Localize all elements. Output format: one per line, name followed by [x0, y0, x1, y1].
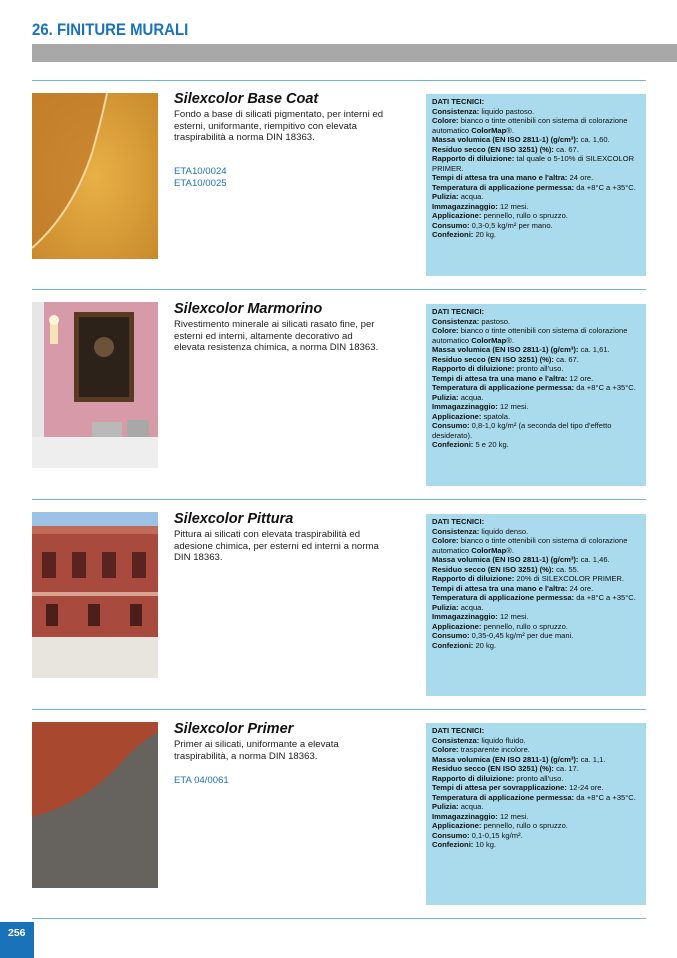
tech-data-value: 5 e 20 kg.: [473, 440, 509, 449]
tech-data-value: liquido fluido.: [479, 735, 526, 745]
tech-data-label: Massa volumica (EN ISO 2811-1) (g/cm³):: [432, 754, 579, 764]
tech-data-row: [432, 402, 640, 412]
tech-data-label: Pulizia:: [432, 192, 459, 201]
tech-data-value: 12 mesi.: [497, 811, 529, 821]
tech-data-label: Consumo:: [432, 220, 470, 230]
tech-data-label: Massa volumica (EN ISO 2811-1) (g/cm³):: [432, 135, 579, 144]
tech-data-value: ca. 1,60.: [578, 135, 610, 144]
tech-data-row: [432, 793, 640, 803]
tech-data-label: Rapporto di diluizione:: [432, 773, 515, 783]
header-bar: [32, 44, 677, 62]
tech-data-label: Immagazzinaggio:: [432, 201, 498, 211]
tech-data-label: Consistenza:: [432, 106, 480, 116]
tech-data-value: 0,8-1,0 kg/m² (a seconda del tipo d'effetto desiderato).: [432, 421, 612, 440]
tech-data-box: [426, 304, 646, 486]
eta-code: ETA10/0025: [174, 178, 227, 189]
tech-data-row: [432, 584, 640, 594]
tech-data-label: Massa volumica (EN ISO 2811-1) (g/cm³):: [432, 555, 579, 564]
tech-data-row: [432, 345, 640, 355]
tech-data-row: [432, 412, 640, 422]
tech-data-tail: ®.: [506, 335, 514, 345]
tech-data-value: 20% di SILEXCOLOR PRIMER.: [514, 574, 624, 583]
product-title: Silexcolor Marmorino: [174, 301, 323, 317]
tech-data-tail: ®.: [506, 545, 514, 555]
tech-data-box: [426, 514, 646, 696]
tech-data-value: ca. 1,61.: [578, 345, 610, 354]
eta-code: ETA10/0024: [174, 166, 227, 177]
tech-data-value: tal quale o 5-10% di SILEXCOLOR PRIMER.: [432, 154, 635, 173]
tech-data-row: [432, 565, 640, 575]
tech-data-label: Confezioni:: [432, 840, 474, 849]
tech-data-value: 24 ore.: [567, 173, 594, 182]
tech-data-value: bianco o tinte ottenibili con sistema di colorazione automatico: [432, 326, 628, 345]
tech-data-value: bianco o tinte ottenibili con sistema di colorazione automatico: [432, 116, 628, 135]
tech-data-tail: ®.: [506, 125, 514, 135]
tech-data-label: Immagazzinaggio:: [432, 811, 498, 821]
tech-data-label: Pulizia:: [432, 602, 459, 612]
tech-data-row: [432, 183, 640, 193]
tech-data-value: da +8°C a +35°C.: [574, 792, 636, 802]
tech-data-label: Tempi di attesa tra una mano e l'altra:: [432, 583, 568, 593]
tech-data-row: [432, 107, 640, 117]
tech-data-row: [432, 355, 640, 365]
tech-data-row: [432, 555, 640, 565]
tech-data-value: 12 mesi.: [497, 402, 529, 411]
tech-data-value: acqua.: [458, 602, 484, 612]
tech-data-label: Confezioni:: [432, 440, 474, 449]
tech-data-label: Consumo:: [432, 830, 470, 840]
tech-data-row: [432, 192, 640, 202]
tech-data-row: [432, 745, 640, 755]
tech-data-value: bianco o tinte ottenibili con sistema di colorazione automatico: [432, 536, 628, 555]
tech-data-value: 12 mesi.: [497, 612, 529, 621]
tech-data-row: [432, 641, 640, 651]
tech-data-value: pastoso.: [479, 316, 511, 326]
tech-data-row: [432, 527, 640, 537]
tech-data-value: pronto all'uso.: [514, 364, 564, 373]
tech-data-value: spatola.: [481, 411, 511, 421]
tech-data-label: Colore:: [432, 745, 459, 754]
tech-data-value: ca. 17.: [553, 764, 579, 773]
tech-data-label: Applicazione:: [432, 211, 482, 220]
tech-data-row: [432, 421, 640, 440]
tech-data-value: 0,1-0,15 kg/m².: [469, 830, 523, 840]
tech-data-label: Colore:: [432, 326, 459, 335]
tech-data-label: Temperatura di applicazione permessa:: [432, 593, 575, 602]
tech-data-value: 20 kg.: [473, 230, 497, 239]
product-image-base-coat: [32, 93, 158, 259]
tech-data-value: trasparente incolore.: [458, 745, 530, 754]
tech-data-value: ca. 67.: [553, 354, 579, 364]
tech-data-row: [432, 831, 640, 841]
tech-data-row: [432, 221, 640, 231]
tech-data-label: Colore:: [432, 116, 459, 125]
product-title: Silexcolor Pittura: [174, 511, 294, 527]
tech-data-value: 20 kg.: [473, 640, 497, 650]
tech-data-value: ca. 67.: [553, 144, 579, 154]
tech-data-row: [432, 230, 640, 240]
tech-data-label: Temperatura di applicazione permessa:: [432, 383, 575, 392]
tech-data-row: [432, 622, 640, 632]
tech-data-row: [432, 154, 640, 173]
tech-data-value: acqua.: [458, 392, 484, 402]
tech-data-row: [432, 783, 640, 793]
tech-data-row: [432, 317, 640, 327]
tech-data-label: Consistenza:: [432, 526, 480, 536]
tech-data-label: Confezioni:: [432, 640, 474, 650]
tech-data-label: Residuo secco (EN ISO 3251) (%):: [432, 564, 554, 574]
tech-data-label: Immagazzinaggio:: [432, 402, 498, 411]
product-title: Silexcolor Primer: [174, 721, 294, 737]
tech-data-value: pennello, rullo o spruzzo.: [481, 211, 568, 220]
product-image-pittura: [32, 512, 158, 678]
tech-data-row: [432, 145, 640, 155]
tech-data-value: pennello, rullo o spruzzo.: [481, 621, 568, 631]
tech-data-row: [432, 364, 640, 374]
product-image-marmorino: [32, 302, 158, 468]
tech-data-value: ca. 55.: [553, 564, 579, 574]
tech-data-row: [432, 211, 640, 221]
tech-data-header: DATI TECNICI:: [432, 726, 485, 735]
section-divider: [32, 918, 646, 919]
tech-data-label: Rapporto di diluizione:: [432, 364, 515, 373]
tech-data-row: [432, 202, 640, 212]
tech-data-header: DATI TECNICI:: [432, 307, 485, 316]
tech-data-box: [426, 723, 646, 905]
tech-data-value: liquido pastoso.: [479, 106, 535, 116]
tech-data-row: [432, 736, 640, 746]
tech-data-value: pronto all'uso.: [514, 773, 564, 783]
tech-data-row: [432, 374, 640, 384]
tech-data-header: DATI TECNICI:: [432, 517, 485, 526]
tech-data-label: Consumo:: [432, 631, 470, 640]
tech-data-label: Immagazzinaggio:: [432, 612, 498, 621]
tech-data-row: [432, 821, 640, 831]
chapter-title: 26. FINITURE MURALI: [32, 20, 189, 39]
tech-data-row: [432, 173, 640, 183]
tech-data-label: Massa volumica (EN ISO 2811-1) (g/cm³):: [432, 345, 579, 354]
tech-data-row: [432, 116, 640, 135]
tech-data-label: Pulizia:: [432, 802, 459, 811]
tech-data-row: [432, 612, 640, 622]
product-title: Silexcolor Base Coat: [174, 91, 319, 107]
tech-data-label: Tempi di attesa per sovrapplicazione:: [432, 783, 567, 792]
tech-data-label: Consistenza:: [432, 316, 480, 326]
tech-data-value: da +8°C a +35°C.: [574, 383, 636, 392]
colormap-brand: ColorMap: [471, 125, 507, 135]
tech-data-row: [432, 135, 640, 145]
tech-data-row: [432, 574, 640, 584]
tech-data-row: [432, 774, 640, 784]
tech-data-label: Rapporto di diluizione:: [432, 574, 515, 583]
product-description: Primer ai silicati, uniformante a elevata traspirabilità, a norma DIN 18363.: [174, 739, 339, 762]
product-description: Rivestimento minerale ai silicati rasato fine, per esterni ed interni, altamente decorativo ad elevata resistenza chimica, a norma DIN 18363.: [174, 319, 379, 354]
tech-data-label: Pulizia:: [432, 392, 459, 402]
tech-data-label: Applicazione:: [432, 621, 482, 631]
tech-data-value: 12 mesi.: [497, 201, 529, 211]
tech-data-label: Applicazione:: [432, 821, 482, 830]
eta-code: ETA 04/0061: [174, 775, 229, 786]
tech-data-label: Residuo secco (EN ISO 3251) (%):: [432, 764, 554, 773]
section-divider: [32, 709, 646, 710]
tech-data-label: Rapporto di diluizione:: [432, 154, 515, 163]
tech-data-value: 12-24 ore.: [566, 783, 604, 792]
tech-data-label: Temperatura di applicazione permessa:: [432, 792, 575, 802]
tech-data-value: 24 ore.: [567, 583, 594, 593]
tech-data-value: pennello, rullo o spruzzo.: [481, 821, 568, 830]
tech-data-label: Residuo secco (EN ISO 3251) (%):: [432, 144, 554, 154]
product-description: Fondo a base di silicati pigmentato, per interni ed esterni, uniformante, riempitivo con elevata traspirabilità a norma DIN 18363.: [174, 109, 384, 144]
tech-data-label: Applicazione:: [432, 411, 482, 421]
tech-data-value: da +8°C a +35°C.: [574, 593, 636, 602]
tech-data-row: [432, 440, 640, 450]
tech-data-row: [432, 593, 640, 603]
tech-data-row: [432, 812, 640, 822]
tech-data-label: Tempi di attesa tra una mano e l'altra:: [432, 173, 568, 182]
tech-data-value: 12 ore.: [567, 373, 594, 383]
tech-data-value: 0,35-0,45 kg/m² per due mani.: [469, 631, 574, 640]
tech-data-row: [432, 326, 640, 345]
tech-data-label: Consumo:: [432, 421, 470, 430]
tech-data-header: DATI TECNICI:: [432, 97, 485, 106]
page-number: 256: [0, 922, 34, 958]
tech-data-row: [432, 840, 640, 850]
tech-data-row: [432, 631, 640, 641]
colormap-brand: ColorMap: [471, 335, 507, 345]
colormap-brand: ColorMap: [471, 545, 507, 555]
tech-data-value: 10 kg.: [473, 840, 497, 849]
tech-data-value: ca. 1,1.: [578, 754, 606, 764]
tech-data-row: [432, 536, 640, 555]
section-divider: [32, 80, 646, 81]
tech-data-row: [432, 802, 640, 812]
tech-data-value: liquido denso.: [479, 526, 529, 536]
tech-data-row: [432, 603, 640, 613]
tech-data-value: 0,3-0,5 kg/m² per mano.: [469, 220, 553, 230]
tech-data-box: [426, 94, 646, 276]
tech-data-label: Consistenza:: [432, 735, 480, 745]
tech-data-label: Residuo secco (EN ISO 3251) (%):: [432, 354, 554, 364]
tech-data-value: ca. 1,46.: [578, 555, 610, 564]
product-description: Pittura ai silicati con elevata traspirabilità ed adesione chimica, per esterni ed interni a norma DIN 18363.: [174, 529, 379, 564]
tech-data-label: Confezioni:: [432, 230, 474, 239]
tech-data-row: [432, 393, 640, 403]
tech-data-label: Tempi di attesa tra una mano e l'altra:: [432, 373, 568, 383]
tech-data-row: [432, 764, 640, 774]
tech-data-value: acqua.: [458, 192, 484, 201]
tech-data-label: Temperatura di applicazione permessa:: [432, 182, 575, 192]
tech-data-value: da +8°C a +35°C.: [574, 182, 636, 192]
tech-data-label: Colore:: [432, 536, 459, 545]
product-image-primer: [32, 722, 158, 888]
tech-data-row: [432, 755, 640, 765]
tech-data-row: [432, 383, 640, 393]
tech-data-value: acqua.: [458, 802, 484, 811]
section-divider: [32, 499, 646, 500]
section-divider: [32, 289, 646, 290]
